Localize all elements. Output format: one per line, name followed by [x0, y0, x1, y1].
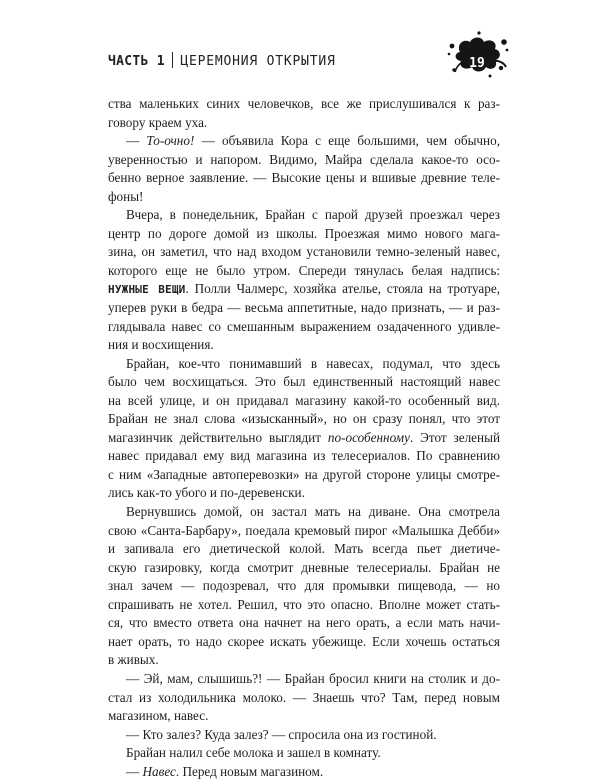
- header-divider: [172, 52, 174, 68]
- text-line: было чем восхищаться. Это был единственный настоящий навес: [108, 374, 500, 390]
- text-line: зина, он заметил, что над входом установили темно-зеленый навес,: [108, 244, 500, 260]
- text-line: ства маленьких синих человечков, все же прислушивался к раз-: [108, 96, 500, 111]
- text-line: Брайан налил себе молока и зашел в комнату.: [126, 745, 381, 761]
- text-line: скую газировку, когда смотрит дневные телесериалы. Брайан не: [108, 559, 500, 575]
- page-number: 19: [469, 56, 485, 71]
- text-line: фоны!: [108, 188, 144, 204]
- text-line: — То-очно! — объявила Кора с еще большими, чем обычно,: [126, 133, 501, 149]
- text-line: Брайан, кое-что понимавший в навесах, подумал, что здесь: [126, 355, 500, 371]
- text-line: Брайан не знал слова «изысканный», но он сразу понял, что этот: [108, 411, 500, 427]
- text-line: Вернувшись домой, он застал мать на диване. Она смотрела: [126, 504, 500, 520]
- text-line: навес придавал ему вид магазина из телесериалов. По сравнению: [108, 448, 500, 464]
- text-line: уперев руки в бедра — весьма аппетитные, надо признать, — и раз-: [108, 300, 500, 316]
- text-line: НУЖНЫЕ ВЕЩИ. Полли Чалмерс, хозяйка ателье, стояла на тротуаре,: [108, 281, 500, 297]
- text-line: бенно верное заявление. — Высокие цены и вшивые древние теле-: [108, 170, 500, 186]
- part-label: ЧАСТЬ 1: [108, 54, 165, 69]
- text-line: стал из холодильника молоко. — Знаешь что? Там, перед новым: [108, 689, 500, 705]
- ink-splat-icon: [446, 30, 510, 80]
- running-head-title: [108, 52, 336, 69]
- chapter-title: ЦЕРЕМОНИЯ ОТКРЫТИЯ: [180, 54, 336, 69]
- text-line: свою «Санта-Барбару», поедала кремовый пирог «Малышка Дебби»: [108, 522, 500, 538]
- text-line: Вчера, в понедельник, Брайан с парой друзей проезжал через: [126, 207, 500, 223]
- text-line: лись как-то убого и по-деревенски.: [108, 485, 305, 501]
- text-line: спрашивать не хотел. Решил, что это опасно. Вполне может стать-: [108, 596, 500, 612]
- text-line: — Кто залез? Куда залез? — спросила она из гостиной.: [126, 726, 437, 742]
- text-line: магазином, навес.: [108, 708, 209, 724]
- text-line: в живых.: [108, 652, 159, 668]
- text-line: знал зачем — подозревал, что для промывки пищевода, — но: [108, 578, 500, 594]
- text-line: уверенностью и напором. Видимо, Майра сделала какое-то осо-: [108, 151, 500, 167]
- text-line: ся, что вместо ответа она начнет на него орать, а если мать начи-: [108, 615, 500, 631]
- text-line: магазинчик действительно выглядит по-особенному. Этот зеленый: [108, 429, 500, 445]
- text-line: нает орать, то надо скорее искать убежище. Если хочешь остаться: [108, 633, 500, 649]
- text-line: с ним «Западные автоперевозки» на другой стороне улицы смотре-: [108, 466, 500, 482]
- text-line: которого еще не было утром. Спереди тянулась белая надпись:: [108, 262, 500, 278]
- text-line: — Эй, мам, слышишь?! — Брайан бросил книги на столик и до-: [126, 670, 500, 686]
- text-line: и запивала его диетической колой. Мать всегда пьет диетиче-: [108, 541, 500, 557]
- body-text: [108, 95, 500, 781]
- text-line: центр по дороге домой из школы. Проезжая мимо нового мага-: [108, 225, 500, 241]
- text-line: — Навес. Перед новым магазином.: [126, 763, 324, 779]
- text-line: на всей улице, и он придавал магазину какой-то особенный вид.: [108, 392, 500, 408]
- running-header: [108, 48, 500, 76]
- text-line: глядывала навес со смешанным выражением озадаченного удивле-: [108, 318, 500, 334]
- text-line: ния и восхищения.: [108, 337, 214, 353]
- text-line: говору краем уха.: [108, 114, 208, 130]
